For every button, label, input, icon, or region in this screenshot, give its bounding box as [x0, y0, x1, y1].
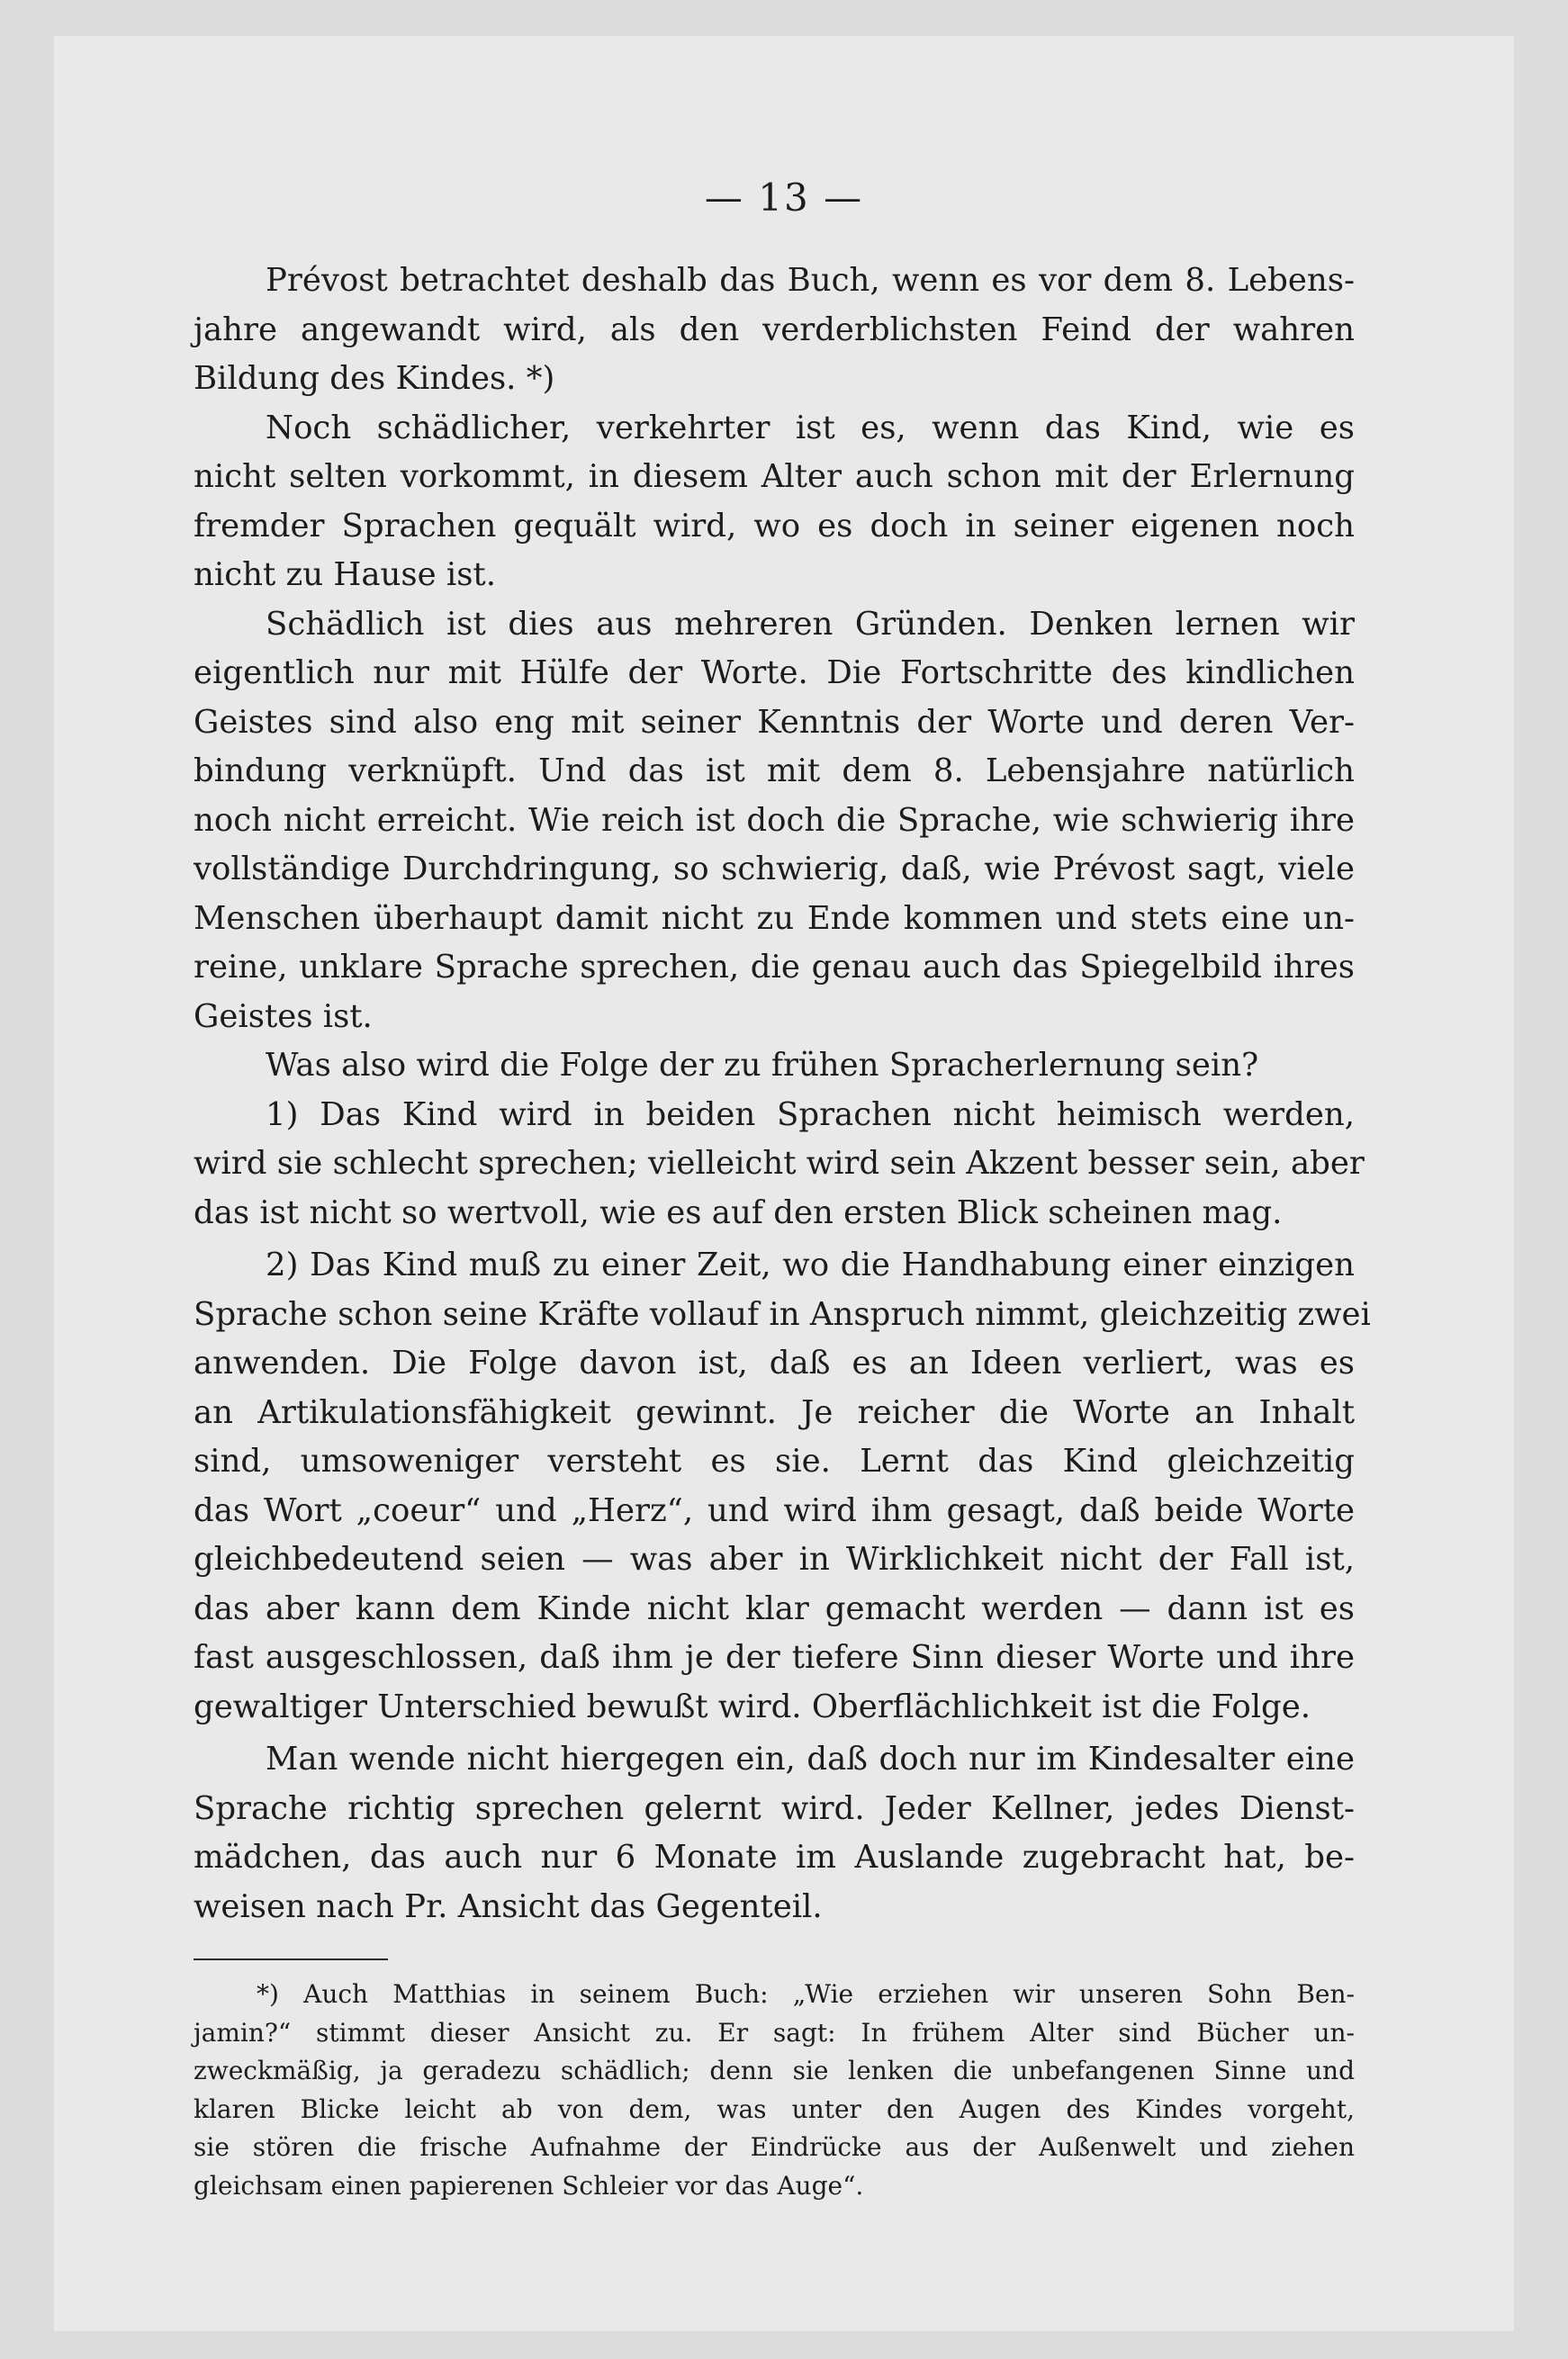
text-line: Geistes ist. — [194, 997, 373, 1035]
text-line: das aber kann dem Kinde nicht klar gemacht werden — dann ist es — [194, 1589, 1355, 1627]
text-line: mädchen, das auch nur 6 Monate im Auslande zugebracht hat, be- — [194, 1839, 1355, 1876]
text-line: Sprache richtig sprechen gelernt wird. Jeder Kellner, jedes Dienst- — [194, 1789, 1355, 1827]
text-line: reine, unklare Sprache sprechen, die genau auch das Spiegelbild ihres — [194, 949, 1355, 986]
text-line: fremder Sprachen gequält wird, wo es doch in seiner eigenen noch — [194, 507, 1355, 545]
footnote-line: zweckmäßig, ja geradezu schädlich; denn sie lenken die unbefangenen Sinne und — [194, 2056, 1355, 2085]
footnote-line: klaren Blicke leicht ab von dem, was unter den Augen des Kindes vorgeht, — [194, 2093, 1355, 2124]
text-line: Geistes sind also eng mit seiner Kenntnis der Worte und deren Ver- — [194, 703, 1355, 741]
text-line: an Artikulationsfähigkeit gewinnt. Je reicher die Worte an Inhalt — [194, 1393, 1355, 1431]
text-line: Bildung des Kindes. *) — [194, 360, 555, 397]
text-line: Noch schädlicher, verkehrter ist es, wenn das Kind, wie es — [266, 409, 1355, 446]
text-line: Was also wird die Folge der zu frühen Spracherlernung sein? — [266, 1047, 1259, 1084]
footnote-divider — [194, 1958, 388, 1960]
text-line: anwenden. Die Folge davon ist, daß es an Ideen verliert, was es — [194, 1345, 1355, 1382]
text-line: Man wende nicht hiergegen ein, daß doch nur im Kindesalter eine — [266, 1741, 1355, 1778]
text-line: Menschen überhaupt damit nicht zu Ende kommen und stets eine un- — [194, 899, 1355, 937]
footnote-line: gleichsam einen papierenen Schleier vor das Auge“. — [194, 2170, 864, 2201]
text-line: gewaltiger Unterschied bewußt wird. Oberflächlichkeit ist die Folge. — [194, 1688, 1311, 1725]
footnote-line: sie stören die frische Aufnahme der Eindrücke aus der Außenwelt und ziehen — [194, 2132, 1355, 2162]
text-line: wird sie schlecht sprechen; vielleicht wird sein Akzent besser sein, aber — [194, 1145, 1365, 1182]
text-line: eigentlich nur mit Hülfe der Worte. Die Fortschritte des kindlichen — [194, 654, 1355, 691]
text-line: nicht selten vorkommt, in diesem Alter auch schon mit der Erlernung — [194, 458, 1355, 495]
text-line: sind, umsoweniger versteht es sie. Lernt das Kind gleichzeitig — [194, 1443, 1355, 1480]
footnote — [194, 1976, 1355, 2205]
page-number: — 13 — — [704, 176, 864, 220]
text-line: 2) Das Kind muß zu einer Zeit, wo die Handhabung einer einzigen — [266, 1247, 1355, 1283]
text-line: Sprache schon seine Kräfte vollauf in Anspruch nimmt, gleichzeitig zwei — [194, 1295, 1371, 1333]
text-line: gleichbedeutend seien — was aber in Wirklichkeit nicht der Fall ist, — [194, 1541, 1355, 1578]
footnote-line: jamin?“ stimmt dieser Ansicht zu. Er sagt: In frühem Alter sind Bücher un- — [194, 2017, 1355, 2048]
text-line: bindung verknüpft. Und das ist mit dem 8. Lebensjahre natürlich — [194, 752, 1355, 789]
text-line: nicht zu Hause ist. — [194, 556, 496, 593]
main-text — [194, 257, 1371, 1931]
text-line: noch nicht erreicht. Wie reich ist doch die Sprache, wie schwierig ihre — [194, 801, 1355, 839]
text-line: Prévost betrachtet deshalb das Buch, wenn es vor dem 8. Lebens- — [266, 262, 1355, 299]
text-line: fast ausgeschlossen, daß ihm je der tiefere Sinn dieser Worte und ihre — [194, 1639, 1355, 1676]
text-line: 1) Das Kind wird in beiden Sprachen nicht heimisch werden, — [266, 1095, 1355, 1133]
text-line: das Wort „coeur“ und „Herz“, und wird ihm gesagt, daß beide Worte — [194, 1491, 1355, 1529]
text-line: weisen nach Pr. Ansicht das Gegenteil. — [194, 1887, 823, 1925]
text-line: Schädlich ist dies aus mehreren Gründen. Denken lernen wir — [266, 605, 1355, 643]
text-line: jahre angewandt wird, als den verderblichsten Feind der wahren — [194, 311, 1355, 348]
footnote-line: *) Auch Matthias in seinem Buch: „Wie erziehen wir unseren Sohn Ben- — [257, 1979, 1355, 2009]
text-line: vollständige Durchdringung, so schwierig, daß, wie Prévost sagt, viele — [194, 851, 1355, 887]
text-line: das ist nicht so wertvoll, wie es auf den ersten Blick scheinen mag. — [194, 1193, 1283, 1231]
